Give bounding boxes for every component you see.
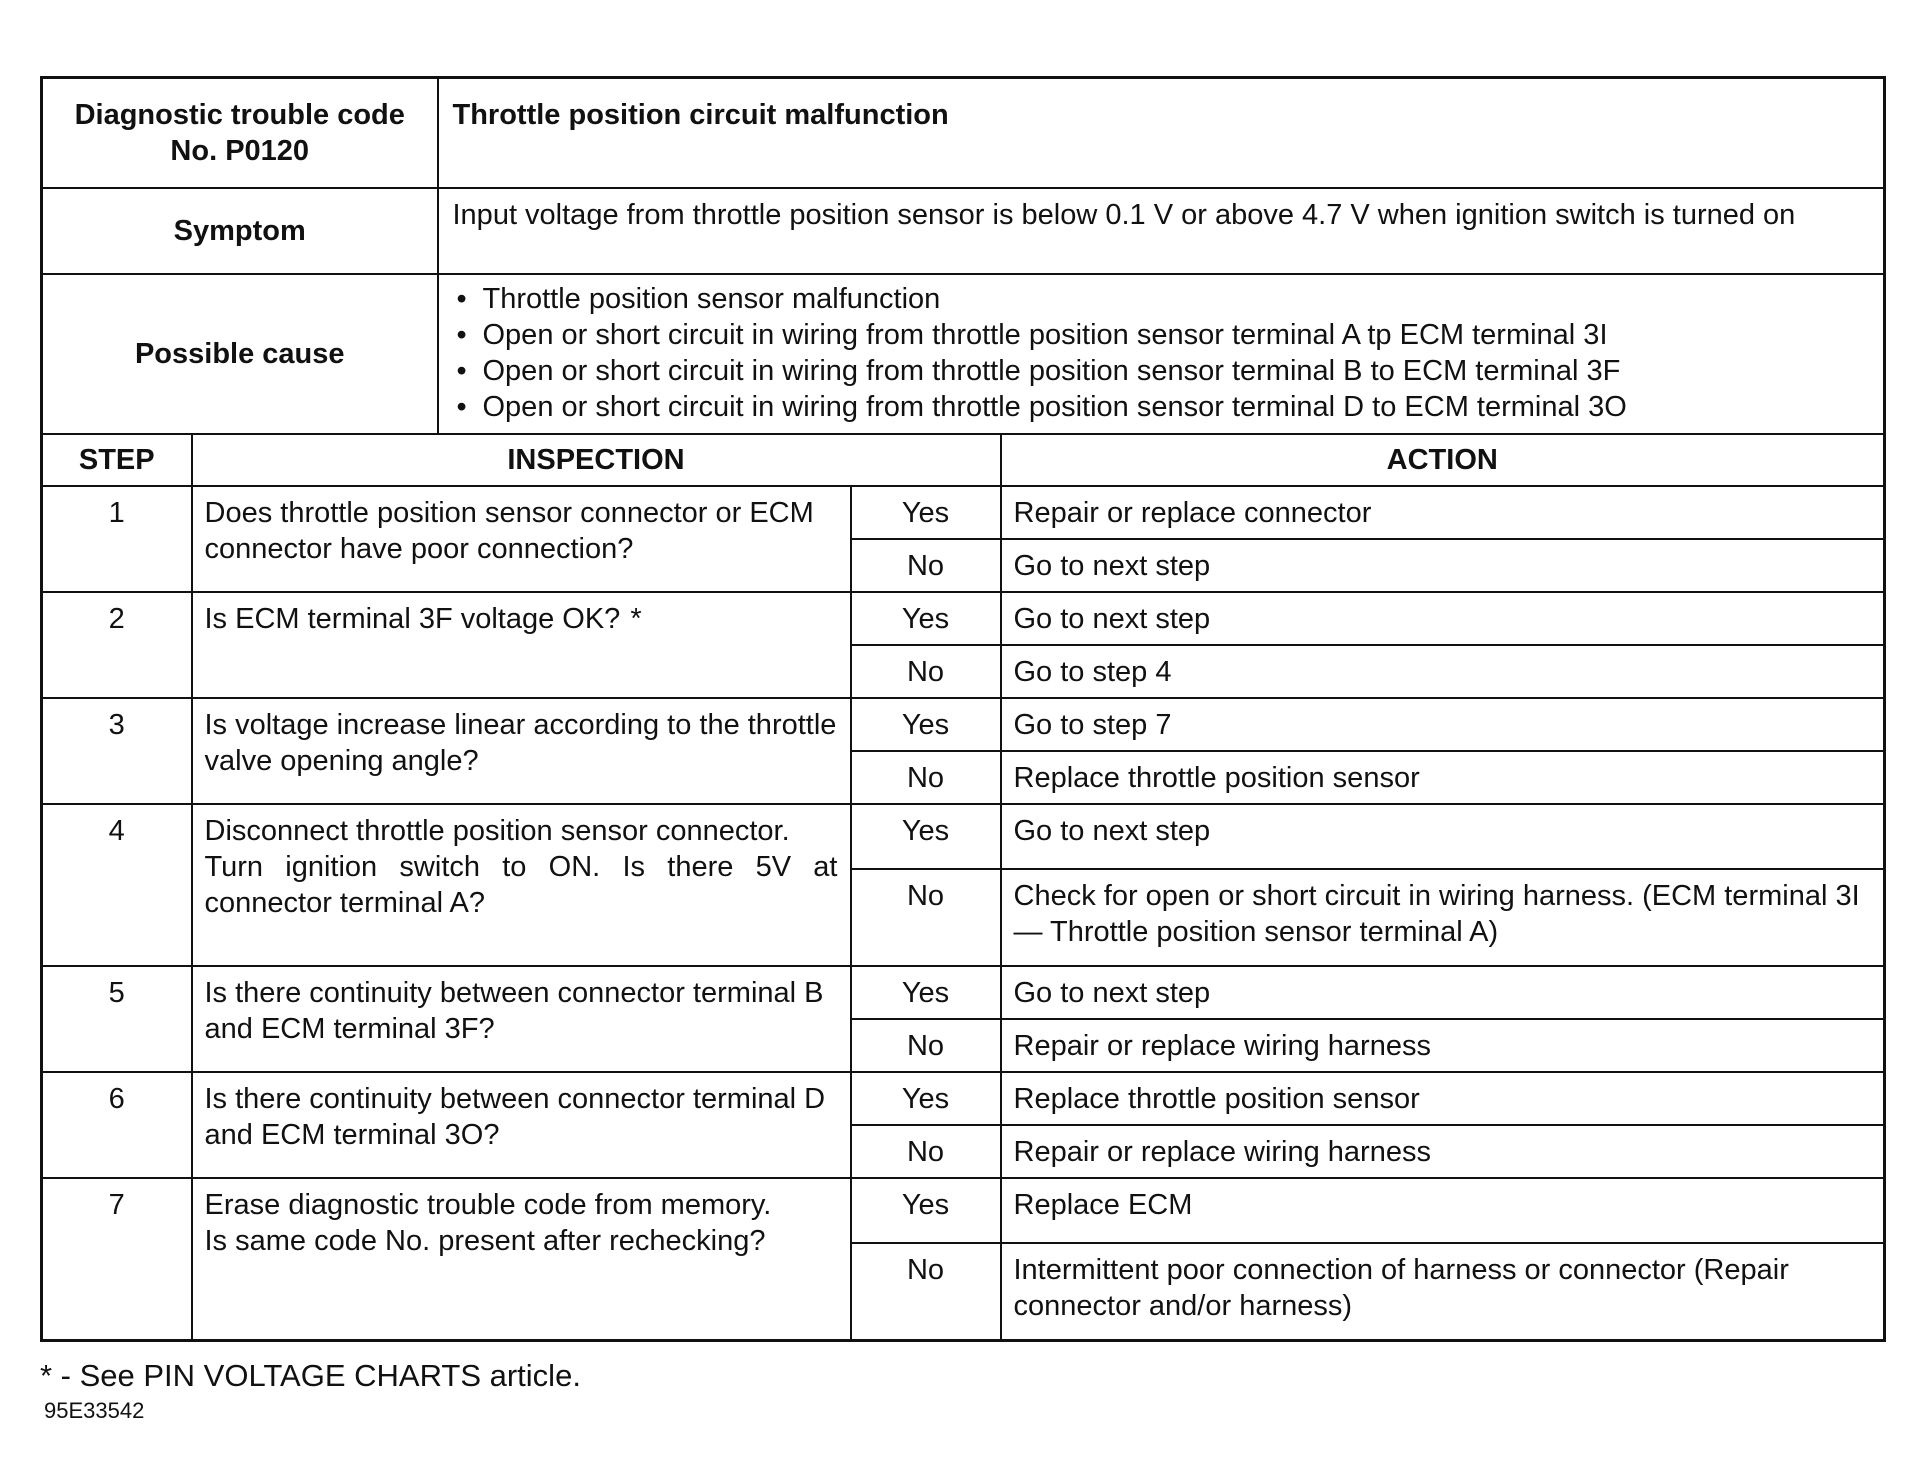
inspection-column-header: INSPECTION bbox=[192, 434, 1001, 486]
yes-action: Go to step 7 bbox=[1001, 698, 1885, 751]
symptom-row bbox=[42, 188, 1885, 274]
inspection-line: Turn ignition switch to ON. Is there 5V at connector terminal A? bbox=[204, 851, 838, 919]
inspection-line: Is same code No. present after rechecking? bbox=[204, 1225, 766, 1257]
no-action: Repair or replace wiring harness bbox=[1001, 1125, 1885, 1178]
yes-label: Yes bbox=[851, 592, 1001, 645]
yes-label: Yes bbox=[851, 1072, 1001, 1125]
cause-label: Possible cause bbox=[42, 274, 438, 434]
step-row-yes bbox=[42, 698, 1885, 751]
step-number: 1 bbox=[42, 486, 192, 592]
no-action: Go to step 4 bbox=[1001, 645, 1885, 698]
yes-action: Go to next step bbox=[1001, 804, 1885, 869]
action-column-header: ACTION bbox=[1001, 434, 1885, 486]
inspection-text: Is there continuity between connector terminal D and ECM terminal 3O? bbox=[192, 1072, 851, 1178]
step-row-yes bbox=[42, 804, 1885, 869]
step-row-yes bbox=[42, 592, 1885, 645]
cause-cell bbox=[438, 274, 1885, 434]
yes-label: Yes bbox=[851, 966, 1001, 1019]
cause-item: • Open or short circuit in wiring from throttle position sensor terminal A tp ECM terminal 3I bbox=[453, 317, 1884, 353]
diagnostic-table bbox=[40, 76, 1886, 1342]
step-number: 3 bbox=[42, 698, 192, 804]
no-action: Check for open or short circuit in wiring harness. (ECM terminal 3I — Throttle position sensor terminal A) bbox=[1001, 869, 1885, 966]
inspection-cell bbox=[192, 1178, 851, 1340]
cause-item: • Open or short circuit in wiring from throttle position sensor terminal D to ECM terminal 3O bbox=[453, 389, 1884, 425]
step-number: 5 bbox=[42, 966, 192, 1072]
step-number: 2 bbox=[42, 592, 192, 698]
dtc-label: Diagnostic trouble code No. P0120 bbox=[42, 78, 438, 189]
symptom-text: Input voltage from throttle position sensor is below 0.1 V or above 4.7 V when ignition switch is turned on bbox=[438, 188, 1885, 274]
yes-label: Yes bbox=[851, 486, 1001, 539]
cause-item: • Throttle position sensor malfunction bbox=[453, 281, 1884, 317]
no-action: Replace throttle position sensor bbox=[1001, 751, 1885, 804]
no-action: Repair or replace wiring harness bbox=[1001, 1019, 1885, 1072]
yes-action: Go to next step bbox=[1001, 966, 1885, 1019]
step-column-header: STEP bbox=[42, 434, 192, 486]
no-label: No bbox=[851, 539, 1001, 592]
cause-list bbox=[439, 275, 1884, 429]
step-row-yes bbox=[42, 966, 1885, 1019]
inspection-text: Does throttle position sensor connector or ECM connector have poor connection? bbox=[192, 486, 851, 592]
no-label: No bbox=[851, 1019, 1001, 1072]
yes-label: Yes bbox=[851, 1178, 1001, 1243]
no-action: Go to next step bbox=[1001, 539, 1885, 592]
inspection-line: Disconnect throttle position sensor connector. bbox=[204, 815, 790, 847]
symptom-label: Symptom bbox=[42, 188, 438, 274]
yes-action: Replace ECM bbox=[1001, 1178, 1885, 1243]
step-number: 4 bbox=[42, 804, 192, 966]
step-number: 7 bbox=[42, 1178, 192, 1340]
step-number: 6 bbox=[42, 1072, 192, 1178]
inspection-text: Is there continuity between connector terminal B and ECM terminal 3F? bbox=[192, 966, 851, 1072]
no-label: No bbox=[851, 751, 1001, 804]
yes-action: Repair or replace connector bbox=[1001, 486, 1885, 539]
cause-row bbox=[42, 274, 1885, 434]
inspection-cell bbox=[192, 804, 851, 966]
yes-action: Replace throttle position sensor bbox=[1001, 1072, 1885, 1125]
step-row-yes bbox=[42, 1178, 1885, 1243]
inspection-cell bbox=[192, 592, 851, 698]
footnote-marker: * bbox=[630, 603, 642, 635]
dtc-row bbox=[42, 78, 1885, 189]
step-row-yes bbox=[42, 1072, 1885, 1125]
no-action: Intermittent poor connection of harness or connector (Repair connector and/or harness) bbox=[1001, 1243, 1885, 1340]
cause-item: • Open or short circuit in wiring from throttle position sensor terminal B to ECM terminal 3F bbox=[453, 353, 1884, 389]
inspection-line: Erase diagnostic trouble code from memory. bbox=[204, 1189, 772, 1221]
step-row-yes bbox=[42, 486, 1885, 539]
yes-label: Yes bbox=[851, 698, 1001, 751]
no-label: No bbox=[851, 869, 1001, 966]
inspection-text: Is ECM terminal 3F voltage OK? bbox=[204, 603, 621, 635]
footnote: * - See PIN VOLTAGE CHARTS article. bbox=[40, 1358, 581, 1393]
no-label: No bbox=[851, 1125, 1001, 1178]
inspection-text: Is voltage increase linear according to the throttle valve opening angle? bbox=[192, 698, 851, 804]
yes-label: Yes bbox=[851, 804, 1001, 869]
column-header-row bbox=[42, 434, 1885, 486]
no-label: No bbox=[851, 1243, 1001, 1340]
no-label: No bbox=[851, 645, 1001, 698]
dtc-title: Throttle position circuit malfunction bbox=[438, 78, 1885, 189]
diagnostic-sheet bbox=[40, 76, 1883, 1342]
yes-action: Go to next step bbox=[1001, 592, 1885, 645]
figure-code: 95E33542 bbox=[44, 1398, 145, 1423]
